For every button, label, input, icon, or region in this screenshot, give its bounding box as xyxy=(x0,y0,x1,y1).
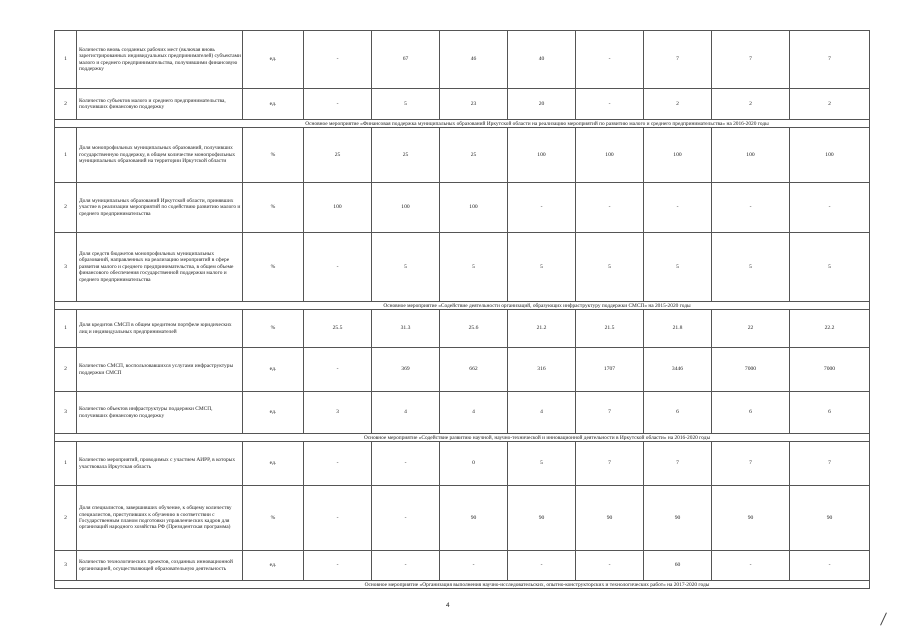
value-cell: 21.8 xyxy=(644,310,712,348)
unit-cell: % xyxy=(243,233,304,302)
value-cell: 67 xyxy=(372,31,440,89)
indicator-row xyxy=(55,183,870,233)
indicator-name-cell: Доля монопрофильных муниципальных образований, получивших государственную поддержку, в общем количестве монопрофильных муниципальных образований на территории Иркутской области xyxy=(77,128,243,183)
indicator-row xyxy=(55,31,870,89)
value-cell: 6 xyxy=(712,392,790,434)
row-number-cell: 2 xyxy=(55,89,77,120)
row-number-cell: 3 xyxy=(55,551,77,581)
value-cell: - xyxy=(576,183,644,233)
value-cell: 5 xyxy=(576,233,644,302)
value-cell: 100 xyxy=(712,128,790,183)
value-cell: 7 xyxy=(576,442,644,486)
unit-cell: ед. xyxy=(243,31,304,89)
value-cell: 100 xyxy=(790,128,870,183)
margin-pen-mark xyxy=(880,612,887,625)
value-cell: 40 xyxy=(508,31,576,89)
value-cell: 5 xyxy=(508,233,576,302)
section-header-row xyxy=(55,302,870,310)
value-cell: - xyxy=(508,183,576,233)
section-title xyxy=(55,302,870,310)
page-number: 4 xyxy=(446,602,450,609)
indicator-row xyxy=(55,442,870,486)
value-cell: 25 xyxy=(440,128,508,183)
value-cell: 90 xyxy=(644,486,712,551)
value-cell: 7 xyxy=(712,31,790,89)
value-cell: - xyxy=(372,486,440,551)
indicator-name-cell: Количество субъектов малого и среднего предпринимательства, получивших финансовую поддержку xyxy=(77,89,243,120)
value-cell: 1707 xyxy=(576,348,644,392)
value-cell: 5 xyxy=(712,233,790,302)
section-title-text: Основное мероприятие «Организация выполнения научно-исследовательских, опытно-конструкторских и технологических работ» на 2017-2020 годы xyxy=(364,581,710,588)
indicator-name-cell: Количество мероприятий, проводимых с участием АИРР, в которых участвовала Иркутская область xyxy=(77,442,243,486)
value-cell: - xyxy=(790,183,870,233)
value-cell: 7 xyxy=(576,392,644,434)
value-cell: 90 xyxy=(576,486,644,551)
value-cell: 7 xyxy=(790,31,870,89)
value-cell: 7 xyxy=(644,442,712,486)
value-cell: 21.2 xyxy=(508,310,576,348)
value-cell: 100 xyxy=(372,183,440,233)
value-cell: - xyxy=(644,183,712,233)
row-number-cell: 2 xyxy=(55,183,77,233)
value-cell: 21.5 xyxy=(576,310,644,348)
value-cell: 5 xyxy=(644,233,712,302)
row-number-cell: 3 xyxy=(55,392,77,434)
indicator-row xyxy=(55,551,870,581)
value-cell: 4 xyxy=(508,392,576,434)
value-cell: 5 xyxy=(790,233,870,302)
value-cell: - xyxy=(440,551,508,581)
value-cell: 6 xyxy=(790,392,870,434)
indicators-table xyxy=(54,30,870,589)
row-number-cell: 1 xyxy=(55,128,77,183)
value-cell: - xyxy=(304,486,372,551)
indicator-name-cell: Доля средств бюджетов монопрофильных муниципальных образований, направленных на реализацию мероприятий в сфере развития малого и среднего предпринимательства, в общем объеме финансового обеспечения государственной поддержки малого и среднего предпринимательства xyxy=(77,233,243,302)
value-cell: 90 xyxy=(712,486,790,551)
value-cell: 22.2 xyxy=(790,310,870,348)
value-cell: 2 xyxy=(712,89,790,120)
indicator-name-cell: Количество технологических проектов, созданных инновационной организацией, осуществляющей образовательную деятельность xyxy=(77,551,243,581)
section-header-row xyxy=(55,120,870,128)
value-cell: 46 xyxy=(440,31,508,89)
value-cell: 3 xyxy=(304,392,372,434)
indicator-row xyxy=(55,486,870,551)
value-cell: 23 xyxy=(440,89,508,120)
value-cell: 4 xyxy=(440,392,508,434)
value-cell: 100 xyxy=(440,183,508,233)
value-cell: 5 xyxy=(508,442,576,486)
value-cell: - xyxy=(712,183,790,233)
value-cell: 2 xyxy=(790,89,870,120)
row-number-cell: 3 xyxy=(55,233,77,302)
value-cell: 31.3 xyxy=(372,310,440,348)
row-number-cell: 2 xyxy=(55,486,77,551)
value-cell: - xyxy=(576,31,644,89)
value-cell: - xyxy=(304,233,372,302)
value-cell: - xyxy=(508,551,576,581)
value-cell: 90 xyxy=(790,486,870,551)
indicator-name-cell: Доля кредитов СМСП в общем кредитном портфеле юридических лиц и индивидуальных предпринимателей xyxy=(77,310,243,348)
indicator-row xyxy=(55,348,870,392)
value-cell: 369 xyxy=(372,348,440,392)
indicators-table-body xyxy=(55,31,870,589)
section-title xyxy=(55,434,870,442)
indicator-row xyxy=(55,128,870,183)
value-cell: 100 xyxy=(304,183,372,233)
indicator-name-cell: Количество СМСП, воспользовавшихся услугами инфраструктуры поддержки СМСП xyxy=(77,348,243,392)
value-cell: 90 xyxy=(508,486,576,551)
value-cell: 5 xyxy=(372,89,440,120)
value-cell: 7000 xyxy=(712,348,790,392)
value-cell: 2 xyxy=(644,89,712,120)
value-cell: 7 xyxy=(712,442,790,486)
indicator-name-cell: Количество вновь созданных рабочих мест (включая вновь зарегистрированных индивидуальных предпринимателей) субъектами малого и среднего предпринимательства, получившими финансовую поддержку xyxy=(77,31,243,89)
unit-cell: % xyxy=(243,486,304,551)
row-number-cell: 1 xyxy=(55,31,77,89)
indicator-name-cell: Доля муниципальных образований Иркутской области, принявших участие в реализации мероприятий по содействию развитию малого и среднего предпринимательства xyxy=(77,183,243,233)
section-title-text: Основное мероприятие «Содействие деятельности организаций, образующих инфраструктуру поддержки СМСП» на 2015-2020 годы xyxy=(383,302,691,309)
value-cell: 25 xyxy=(304,128,372,183)
value-cell: 7 xyxy=(790,442,870,486)
value-cell: 662 xyxy=(440,348,508,392)
value-cell: - xyxy=(576,551,644,581)
value-cell: 5 xyxy=(440,233,508,302)
unit-cell: ед. xyxy=(243,551,304,581)
value-cell: 25.6 xyxy=(440,310,508,348)
section-title-text: Основное мероприятие «Содействие развитию научной, научно-технической и инновационной деятельности в Иркутской области» на 2016-2020 годы xyxy=(363,434,711,441)
value-cell: - xyxy=(304,348,372,392)
value-cell: - xyxy=(712,551,790,581)
section-title xyxy=(55,581,870,589)
value-cell: - xyxy=(790,551,870,581)
indicator-row xyxy=(55,233,870,302)
indicators-table-sheet xyxy=(54,30,849,589)
unit-cell: ед. xyxy=(243,89,304,120)
value-cell: 22 xyxy=(712,310,790,348)
row-number-cell: 2 xyxy=(55,348,77,392)
indicator-row xyxy=(55,392,870,434)
section-header-row xyxy=(55,581,870,589)
unit-cell: ед. xyxy=(243,442,304,486)
value-cell: - xyxy=(576,89,644,120)
indicator-row xyxy=(55,310,870,348)
section-header-row xyxy=(55,434,870,442)
value-cell: - xyxy=(372,551,440,581)
section-title-text: Основное мероприятие «Финансовая поддержка муниципальных образований Иркутской области на реализацию мероприятий по развитию малого и среднего предпринимательства» на 2016-2020 годы xyxy=(305,120,769,127)
unit-cell: ед. xyxy=(243,392,304,434)
section-title xyxy=(55,120,870,128)
value-cell: - xyxy=(304,442,372,486)
value-cell: 100 xyxy=(644,128,712,183)
value-cell: 7000 xyxy=(790,348,870,392)
value-cell: 100 xyxy=(508,128,576,183)
value-cell: - xyxy=(372,442,440,486)
row-number-cell: 1 xyxy=(55,442,77,486)
indicator-name-cell: Количество объектов инфраструктуры поддержки СМСП, получивших финансовую поддержку xyxy=(77,392,243,434)
value-cell: - xyxy=(304,551,372,581)
value-cell: - xyxy=(304,89,372,120)
value-cell: 90 xyxy=(440,486,508,551)
value-cell: 5 xyxy=(372,233,440,302)
unit-cell: % xyxy=(243,310,304,348)
value-cell: 25 xyxy=(372,128,440,183)
row-number-cell: 1 xyxy=(55,310,77,348)
value-cell: 20 xyxy=(508,89,576,120)
unit-cell: ед. xyxy=(243,348,304,392)
value-cell: 316 xyxy=(508,348,576,392)
value-cell: 100 xyxy=(576,128,644,183)
indicator-row xyxy=(55,89,870,120)
value-cell: 0 xyxy=(440,442,508,486)
unit-cell: % xyxy=(243,128,304,183)
value-cell: 60 xyxy=(644,551,712,581)
unit-cell: % xyxy=(243,183,304,233)
value-cell: 3446 xyxy=(644,348,712,392)
value-cell: 25.5 xyxy=(304,310,372,348)
indicator-name-cell: Доля специалистов, завершивших обучение, к общему количеству специалистов, приступивших к обучению в соответствии с Государственным планом подготовки управленческих кадров для организаций народного хозяйства РФ (Президентская программа) xyxy=(77,486,243,551)
value-cell: 4 xyxy=(372,392,440,434)
value-cell: - xyxy=(304,31,372,89)
value-cell: 7 xyxy=(644,31,712,89)
value-cell: 6 xyxy=(644,392,712,434)
